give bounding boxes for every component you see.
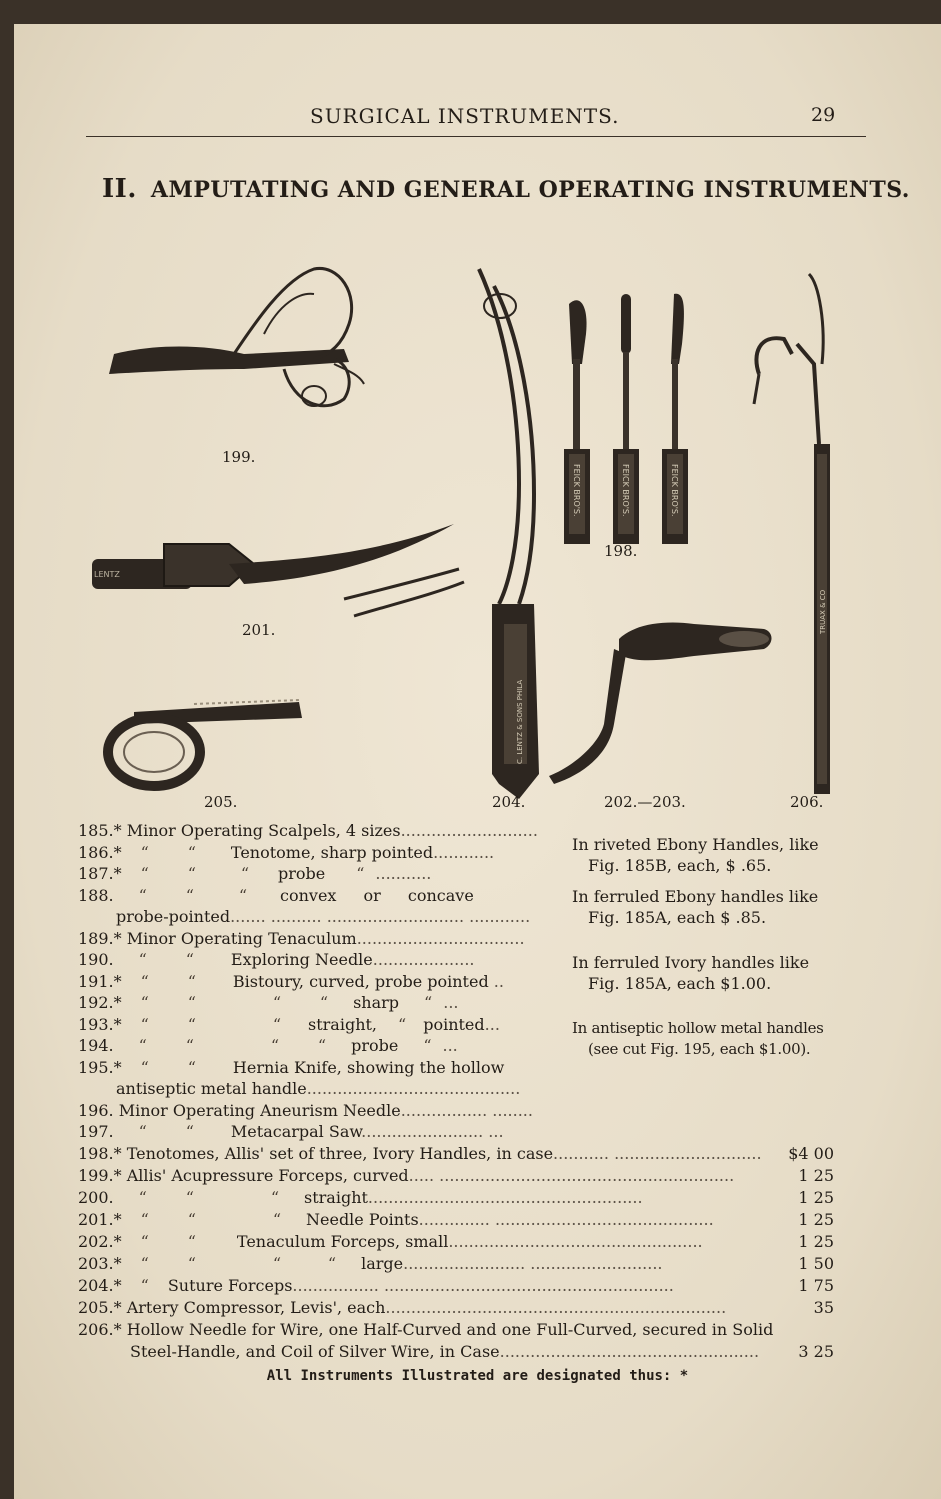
figure-201-caption: 201.	[242, 621, 276, 639]
handle-note-hollow-metal: In antiseptic hollow metal handles (see cut Fig. 195, each $1.00).	[572, 1019, 824, 1058]
price-value: 1 75	[798, 1276, 834, 1295]
price-value: 1 25	[798, 1232, 834, 1251]
price-row: 200. “ “ “ straight......................................................	[78, 1188, 643, 1207]
price-value: 1 25	[798, 1188, 834, 1207]
figure-206-hollow-needle	[754, 274, 830, 811]
price-row: 198.* Tenotomes, Allis' set of three, Ivory Handles, in case........... .............................	[78, 1144, 762, 1163]
section-number: II.	[102, 174, 137, 204]
list-item: 187.* “ “ “ probe “ ...........	[78, 864, 432, 883]
running-head: SURGICAL INSTRUMENTS.	[310, 104, 620, 128]
list-item: 196. Minor Operating Aneurism Needle................. ........	[78, 1101, 533, 1120]
list-item: 185.* Minor Operating Scalpels, 4 sizes...........................	[78, 821, 538, 840]
price-value: 1 50	[798, 1254, 834, 1273]
handle-note-riveted-ebony: In riveted Ebony Handles, like Fig. 185B, each, $ .65.	[572, 835, 819, 875]
price-value: $4 00	[788, 1144, 834, 1163]
list-item: 195.* “ “ Hernia Knife, showing the hollow	[78, 1058, 505, 1077]
list-item: 191.* “ “ Bistoury, curved, probe pointed ..	[78, 972, 504, 991]
figure-206-stamp: TRUAX & CO	[819, 589, 827, 634]
price-row: 202.* “ “ Tenaculum Forceps, small..................................................	[78, 1232, 703, 1251]
price-row-continued: Steel-Handle, and Coil of Silver Wire, in Case...................................................	[130, 1342, 760, 1361]
figure-204-caption: 204.	[492, 793, 526, 811]
instrument-illustrations	[14, 24, 941, 814]
price-row: 205.* Artery Compressor, Levis', each...................................................................	[78, 1298, 727, 1317]
figure-199-caption: 199.	[222, 448, 256, 466]
list-item: 186.* “ “ Tenotome, sharp pointed............	[78, 843, 495, 862]
price-value: 3 25	[798, 1342, 834, 1361]
catalog-page	[14, 24, 941, 1499]
list-item-continued: antiseptic metal handle..........................................	[116, 1079, 521, 1098]
figure-198-caption: 198.	[604, 542, 638, 560]
list-item: 192.* “ “ “ “ sharp “ ...	[78, 993, 459, 1012]
price-row: 199.* Allis' Acupressure Forceps, curved..... ..........................................................	[78, 1166, 735, 1185]
figure-205-caption: 205.	[204, 793, 238, 811]
figure-205-artery-compressor	[108, 700, 302, 811]
list-item: 189.* Minor Operating Tenaculum.................................	[78, 929, 525, 948]
figure-204-suture-forceps	[479, 269, 539, 811]
figure-199-forceps-in-hand	[109, 268, 364, 466]
list-item: 188. “ “ “ convex or concave	[78, 886, 474, 905]
figure-201-needle-point-forceps	[92, 524, 464, 639]
list-item: 197. “ “ Metacarpal Saw........................ ...	[78, 1122, 504, 1141]
handle-note-ferruled-ebony: In ferruled Ebony handles like Fig. 185A, each $ .85.	[572, 887, 819, 927]
figure-206-caption: 206.	[790, 793, 824, 811]
page-number: 29	[811, 104, 836, 126]
list-item: 194. “ “ “ “ probe “ ...	[78, 1036, 458, 1055]
price-value: 35	[813, 1298, 834, 1317]
figure-201-stamp: LENTZ	[94, 570, 120, 579]
list-item-continued: probe-pointed....... .......... ........................... ............	[116, 907, 531, 926]
figure-202-203-caption: 202.—203.	[604, 793, 686, 811]
footer-note: All Instruments Illustrated are designated thus: *	[266, 1368, 689, 1384]
price-value: 1 25	[798, 1210, 834, 1229]
section-title-text: AMPUTATING AND GENERAL OPERATING INSTRUMENTS.	[150, 177, 910, 203]
figure-198-stamp-3: FEICK BRO'S.	[670, 464, 679, 517]
figure-204-stamp: C. LENTZ & SONS PHILA	[516, 679, 524, 764]
figure-198-stamp-2: FEICK BRO'S.	[621, 464, 630, 517]
price-row: 201.* “ “ “ Needle Points.............. ...........................................	[78, 1210, 714, 1229]
list-item: 193.* “ “ “ straight, “ pointed...	[78, 1015, 500, 1034]
price-row: 203.* “ “ “ “ large........................ ..........................	[78, 1254, 663, 1273]
figure-198-tenotomes	[564, 294, 688, 560]
figure-202-203-tenaculum-forceps	[549, 623, 772, 811]
price-row: 206.* Hollow Needle for Wire, one Half-Curved and one Full-Curved, secured in Solid	[78, 1320, 774, 1339]
handle-note-ferruled-ivory: In ferruled Ivory handles like Fig. 185A, each $1.00.	[572, 953, 810, 993]
price-row: 204.* “ Suture Forceps................. .........................................................	[78, 1276, 674, 1295]
price-value: 1 25	[798, 1166, 834, 1185]
figure-198-stamp-1: FEICK BRO'S.	[572, 464, 581, 517]
list-item: 190. “ “ Exploring Needle....................	[78, 950, 475, 969]
